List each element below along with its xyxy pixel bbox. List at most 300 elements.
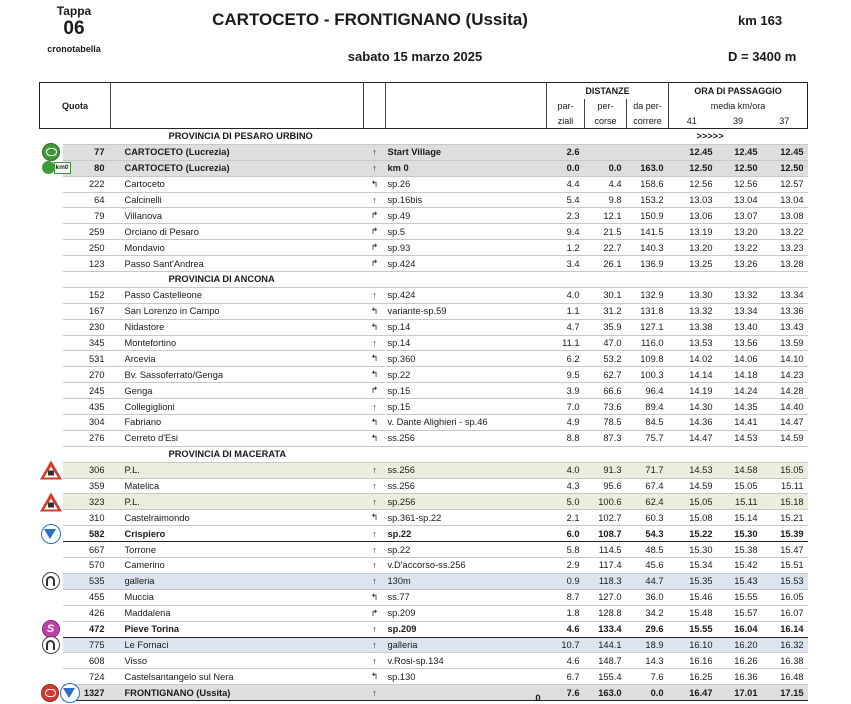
direction-cell: ↑ <box>364 462 386 478</box>
direction-cell: ↰ <box>364 367 386 383</box>
percorse-header-2: corse <box>585 114 627 129</box>
page-title: CARTOCETO - FRONTIGNANO (Ussita) <box>212 10 528 29</box>
da-percorrere-header-2: correre <box>627 114 669 129</box>
time-41-cell: 13.25 <box>669 256 715 272</box>
altitude-gain: D = 3400 m <box>728 49 797 64</box>
parziali-cell: 9.4 <box>547 224 585 240</box>
province-row <box>40 446 808 462</box>
time-41-cell: 13.30 <box>669 287 715 303</box>
da-percorrere-cell: 100.3 <box>627 367 669 383</box>
table-row <box>40 160 808 176</box>
direction-cell: ↑ <box>364 192 386 208</box>
road-cell: ss.256 <box>386 430 547 446</box>
place-cell: Montefortino <box>111 335 364 351</box>
percorse-cell: 127.0 <box>585 589 627 605</box>
percorse-cell: 78.5 <box>585 415 627 431</box>
parziali-cell: 5.0 <box>547 494 585 510</box>
da-percorrere-cell: 127.1 <box>627 319 669 335</box>
direction-cell: ↱ <box>364 208 386 224</box>
place-cell: Calcinelli <box>111 192 364 208</box>
direction-arrows: >>>>> <box>669 129 808 145</box>
percorse-cell: 117.4 <box>585 558 627 574</box>
place-cell: Bv. Sassoferrato/Genga <box>111 367 364 383</box>
time-39-cell: 15.43 <box>715 573 762 589</box>
time-41-cell: 14.36 <box>669 415 715 431</box>
parziali-cell: 5.4 <box>547 192 585 208</box>
time-39-cell: 16.04 <box>715 621 762 637</box>
percorse-cell: 100.6 <box>585 494 627 510</box>
percorse-cell: 30.1 <box>585 287 627 303</box>
parziali-cell: 8.7 <box>547 589 585 605</box>
parziali-cell: 9.5 <box>547 367 585 383</box>
time-41-cell: 15.55 <box>669 621 715 637</box>
road-cell: sp.209 <box>386 605 547 621</box>
road-cell: v. Dante Alighieri - sp.46 <box>386 415 547 431</box>
time-39-cell: 15.30 <box>715 526 762 542</box>
time-39-cell: 14.06 <box>715 351 762 367</box>
direction-cell: ↱ <box>364 256 386 272</box>
da-percorrere-cell: 150.9 <box>627 208 669 224</box>
direction-cell: ↰ <box>364 430 386 446</box>
time-39-cell: 13.22 <box>715 240 762 256</box>
quota-cell: 426 <box>63 605 111 621</box>
table-row <box>40 685 808 701</box>
percorse-cell: 66.6 <box>585 383 627 399</box>
percorse-cell: 163.0 <box>585 685 627 701</box>
time-39-cell: 12.50 <box>715 160 762 176</box>
direction-cell: ↱ <box>364 240 386 256</box>
quota-cell: 455 <box>63 589 111 605</box>
speed-37-header: 37 <box>762 114 808 129</box>
direction-cell: ↑ <box>364 542 386 558</box>
timetable-grid <box>39 82 808 701</box>
time-37-cell: 15.18 <box>762 494 808 510</box>
province-name: PROVINCIA DI ANCONA <box>111 272 364 288</box>
parziali-cell: 7.0 <box>547 399 585 415</box>
road-cell: v.Rosi-sp.134 <box>386 653 547 669</box>
time-39-cell: 14.53 <box>715 430 762 446</box>
da-percorrere-cell: 18.9 <box>627 637 669 653</box>
parziali-cell: 3.9 <box>547 383 585 399</box>
place-cell: Genga <box>111 383 364 399</box>
percorse-cell: 108.7 <box>585 526 627 542</box>
parziali-cell: 2.9 <box>547 558 585 574</box>
time-41-cell: 15.46 <box>669 589 715 605</box>
place-cell: Pieve Torina <box>111 621 364 637</box>
place-cell: Fabriano <box>111 415 364 431</box>
road-cell: sp.22 <box>386 542 547 558</box>
time-39-cell: 13.07 <box>715 208 762 224</box>
time-41-cell: 15.05 <box>669 494 715 510</box>
road-cell: sp.5 <box>386 224 547 240</box>
road-cell: sp.15 <box>386 399 547 415</box>
da-percorrere-cell: 140.3 <box>627 240 669 256</box>
place-cell: Villanova <box>111 208 364 224</box>
da-percorrere-cell: 89.4 <box>627 399 669 415</box>
quota-cell: 570 <box>63 558 111 574</box>
time-37-cell: 12.45 <box>762 144 808 160</box>
road-cell: sp.130 <box>386 669 547 685</box>
time-39-cell: 15.55 <box>715 589 762 605</box>
time-41-cell: 14.47 <box>669 430 715 446</box>
time-37-cell: 13.28 <box>762 256 808 272</box>
percorse-cell: 12.1 <box>585 208 627 224</box>
percorse-cell: 53.2 <box>585 351 627 367</box>
parziali-cell: 4.6 <box>547 653 585 669</box>
place-cell: Camerino <box>111 558 364 574</box>
time-41-cell: 16.16 <box>669 653 715 669</box>
time-41-cell: 13.53 <box>669 335 715 351</box>
place-cell: Matelica <box>111 478 364 494</box>
percorse-cell: 47.0 <box>585 335 627 351</box>
time-41-cell: 13.19 <box>669 224 715 240</box>
table-row <box>40 208 808 224</box>
start-bike-icon <box>42 143 60 161</box>
parziali-cell: 2.3 <box>547 208 585 224</box>
time-39-cell: 13.56 <box>715 335 762 351</box>
time-41-cell: 12.50 <box>669 160 715 176</box>
time-37-cell: 17.15 <box>762 685 808 701</box>
road-cell: sp.14 <box>386 319 547 335</box>
percorse-cell: 21.5 <box>585 224 627 240</box>
time-41-cell: 14.02 <box>669 351 715 367</box>
da-percorrere-cell: 14.3 <box>627 653 669 669</box>
direction-cell: ↑ <box>364 494 386 510</box>
place-cell: Torrone <box>111 542 364 558</box>
parziali-cell: 6.2 <box>547 351 585 367</box>
road-cell: ss.256 <box>386 462 547 478</box>
da-percorrere-cell: 34.2 <box>627 605 669 621</box>
da-percorrere-cell: 29.6 <box>627 621 669 637</box>
da-percorrere-cell: 36.0 <box>627 589 669 605</box>
direction-cell: ↰ <box>364 176 386 192</box>
time-39-cell: 15.57 <box>715 605 762 621</box>
time-41-cell: 14.14 <box>669 367 715 383</box>
time-37-cell: 15.05 <box>762 462 808 478</box>
tappa-label: Tappa <box>56 4 92 18</box>
table-row <box>40 494 808 510</box>
parziali-cell: 0.0 <box>547 160 585 176</box>
road-cell <box>386 685 547 701</box>
table-row <box>40 621 808 637</box>
percorse-cell: 87.3 <box>585 430 627 446</box>
time-37-cell: 16.38 <box>762 653 808 669</box>
table-row <box>40 669 808 685</box>
road-cell: v.D'accorso-ss.256 <box>386 558 547 574</box>
direction-cell: ↑ <box>364 685 386 701</box>
time-41-cell: 13.32 <box>669 303 715 319</box>
railway-crossing-icon <box>40 461 62 480</box>
time-39-cell: 15.42 <box>715 558 762 574</box>
parziali-cell: 4.9 <box>547 415 585 431</box>
direction-cell: ↑ <box>364 287 386 303</box>
time-41-cell: 14.59 <box>669 478 715 494</box>
direction-cell: ↑ <box>364 478 386 494</box>
table-row <box>40 605 808 621</box>
sprint-icon: S <box>42 620 60 638</box>
time-39-cell: 13.20 <box>715 224 762 240</box>
da-percorrere-cell: 75.7 <box>627 430 669 446</box>
table-row <box>40 399 808 415</box>
province-name: PROVINCIA DI PESARO URBINO <box>111 129 364 145</box>
quota-cell: 79 <box>63 208 111 224</box>
time-41-cell: 15.22 <box>669 526 715 542</box>
percorse-cell: 35.9 <box>585 319 627 335</box>
road-cell: sp.22 <box>386 367 547 383</box>
time-37-cell: 15.21 <box>762 510 808 526</box>
parziali-cell: 0.9 <box>547 573 585 589</box>
quota-cell: 259 <box>63 224 111 240</box>
place-cell: Castelraimondo <box>111 510 364 526</box>
da-percorrere-cell: 131.8 <box>627 303 669 319</box>
time-39-cell: 13.34 <box>715 303 762 319</box>
road-cell: sp.360 <box>386 351 547 367</box>
direction-cell: ↑ <box>364 573 386 589</box>
quota-cell: 167 <box>63 303 111 319</box>
road-cell: sp.93 <box>386 240 547 256</box>
table-row <box>40 240 808 256</box>
parziali-cell: 6.0 <box>547 526 585 542</box>
table-row <box>40 319 808 335</box>
place-cell: Passo Sant'Andrea <box>111 256 364 272</box>
quota-cell: 80 <box>63 160 111 176</box>
time-41-cell: 13.06 <box>669 208 715 224</box>
place-cell: Passo Castelleone <box>111 287 364 303</box>
quota-cell: 306 <box>63 462 111 478</box>
table-row <box>40 224 808 240</box>
parziali-cell: 4.7 <box>547 319 585 335</box>
quota-cell: 152 <box>63 287 111 303</box>
table-row <box>40 335 808 351</box>
quota-cell: 531 <box>63 351 111 367</box>
time-37-cell: 15.53 <box>762 573 808 589</box>
direction-cell: ↑ <box>364 144 386 160</box>
parziali-cell: 1.1 <box>547 303 585 319</box>
percorse-cell: 144.1 <box>585 637 627 653</box>
parziali-cell: 10.7 <box>547 637 585 653</box>
percorse-cell: 155.4 <box>585 669 627 685</box>
place-cell: San Lorenzo in Campo <box>111 303 364 319</box>
time-37-cell: 16.07 <box>762 605 808 621</box>
time-39-cell: 17.01 <box>715 685 762 701</box>
da-percorrere-cell: 67.4 <box>627 478 669 494</box>
place-cell: Nidastore <box>111 319 364 335</box>
time-37-cell: 13.43 <box>762 319 808 335</box>
road-cell: ss.256 <box>386 478 547 494</box>
direction-cell: ↑ <box>364 335 386 351</box>
railway-crossing-icon <box>40 492 62 511</box>
quota-cell: 472 <box>63 621 111 637</box>
time-39-cell: 15.11 <box>715 494 762 510</box>
table-header <box>40 83 808 129</box>
place-cell: galleria <box>111 573 364 589</box>
km-total: km 163 <box>738 13 783 28</box>
parziali-header-2: ziali <box>547 114 585 129</box>
da-percorrere-cell: 54.3 <box>627 526 669 542</box>
quota-header: Quota <box>40 99 111 114</box>
da-percorrere-cell: 71.7 <box>627 462 669 478</box>
percorse-cell: 9.8 <box>585 192 627 208</box>
table-row <box>40 415 808 431</box>
place-cell: Cartoceto <box>111 176 364 192</box>
direction-cell: ↑ <box>364 160 386 176</box>
road-cell: galleria <box>386 637 547 653</box>
table-row <box>40 558 808 574</box>
percorse-cell: 26.1 <box>585 256 627 272</box>
media-kmh-header: media km/ora <box>669 99 808 114</box>
quota-cell: 270 <box>63 367 111 383</box>
parziali-cell: 6.7 <box>547 669 585 685</box>
time-39-cell: 13.40 <box>715 319 762 335</box>
time-41-cell: 14.19 <box>669 383 715 399</box>
table-row <box>40 144 808 160</box>
time-39-cell: 13.26 <box>715 256 762 272</box>
direction-cell: ↰ <box>364 303 386 319</box>
quota-cell: 123 <box>63 256 111 272</box>
quota-cell: 64 <box>63 192 111 208</box>
place-cell: Maddalena <box>111 605 364 621</box>
road-cell: sp.424 <box>386 256 547 272</box>
quota-cell: 222 <box>63 176 111 192</box>
time-41-cell: 16.47 <box>669 685 715 701</box>
tunnel-icon <box>42 636 60 654</box>
road-cell: 130m <box>386 573 547 589</box>
time-39-cell: 16.36 <box>715 669 762 685</box>
da-percorrere-cell: 62.4 <box>627 494 669 510</box>
time-39-cell: 15.05 <box>715 478 762 494</box>
time-37-cell: 15.47 <box>762 542 808 558</box>
parziali-cell: 4.6 <box>547 621 585 637</box>
table-row <box>40 176 808 192</box>
road-cell: sp.209 <box>386 621 547 637</box>
time-41-cell: 14.30 <box>669 399 715 415</box>
place-cell: Castelsantangelo sul Nera <box>111 669 364 685</box>
parziali-cell: 4.0 <box>547 462 585 478</box>
table-row <box>40 367 808 383</box>
da-percorrere-cell <box>627 144 669 160</box>
da-percorrere-cell: 44.7 <box>627 573 669 589</box>
time-37-cell: 16.32 <box>762 637 808 653</box>
road-cell: sp.361-sp.22 <box>386 510 547 526</box>
time-39-cell: 12.45 <box>715 144 762 160</box>
table-row <box>40 589 808 605</box>
province-name: PROVINCIA DI MACERATA <box>111 446 364 462</box>
time-37-cell: 14.28 <box>762 383 808 399</box>
time-37-cell: 14.10 <box>762 351 808 367</box>
quota-cell: 1327 <box>63 685 111 701</box>
table-row <box>40 653 808 669</box>
province-row <box>40 129 808 145</box>
percorse-cell: 91.3 <box>585 462 627 478</box>
time-37-cell: 13.04 <box>762 192 808 208</box>
table-row <box>40 351 808 367</box>
direction-cell: ↑ <box>364 653 386 669</box>
time-37-cell: 15.51 <box>762 558 808 574</box>
table-row <box>40 510 808 526</box>
time-37-cell: 15.11 <box>762 478 808 494</box>
percorse-cell <box>585 144 627 160</box>
place-cell: Collegiglioni <box>111 399 364 415</box>
parziali-cell: 1.8 <box>547 605 585 621</box>
direction-cell: ↑ <box>364 526 386 542</box>
road-cell: sp.16bis <box>386 192 547 208</box>
direction-cell: ↱ <box>364 605 386 621</box>
finish-zero: 0 <box>535 692 541 703</box>
quota-cell: 535 <box>63 573 111 589</box>
da-percorrere-cell: 116.0 <box>627 335 669 351</box>
place-cell: Crispiero <box>111 526 364 542</box>
direction-cell: ↰ <box>364 319 386 335</box>
road-cell: sp.15 <box>386 383 547 399</box>
da-percorrere-cell: 109.8 <box>627 351 669 367</box>
place-cell: Cerreto d'Esi <box>111 430 364 446</box>
time-37-cell: 16.48 <box>762 669 808 685</box>
parziali-cell: 3.4 <box>547 256 585 272</box>
direction-cell: ↑ <box>364 621 386 637</box>
time-37-cell: 13.08 <box>762 208 808 224</box>
table-row <box>40 303 808 319</box>
time-37-cell: 13.36 <box>762 303 808 319</box>
table-row <box>40 526 808 542</box>
table-row <box>40 383 808 399</box>
quota-cell: 435 <box>63 399 111 415</box>
direction-cell: ↰ <box>364 669 386 685</box>
tappa-number: 06 <box>63 18 85 39</box>
quota-cell: 304 <box>63 415 111 431</box>
quota-cell: 77 <box>63 144 111 160</box>
percorse-cell: 95.6 <box>585 478 627 494</box>
table-row <box>40 256 808 272</box>
table-row <box>40 192 808 208</box>
direction-cell: ↰ <box>364 510 386 526</box>
percorse-cell: 22.7 <box>585 240 627 256</box>
quota-cell: 608 <box>63 653 111 669</box>
parziali-cell: 2.6 <box>547 144 585 160</box>
da-percorrere-cell: 7.6 <box>627 669 669 685</box>
province-row <box>40 272 808 288</box>
time-41-cell: 13.38 <box>669 319 715 335</box>
time-37-cell: 13.23 <box>762 240 808 256</box>
da-percorrere-cell: 60.3 <box>627 510 669 526</box>
time-37-cell: 15.39 <box>762 526 808 542</box>
road-cell: variante-sp.59 <box>386 303 547 319</box>
table-body <box>40 129 808 701</box>
time-39-cell: 14.35 <box>715 399 762 415</box>
time-37-cell: 14.40 <box>762 399 808 415</box>
time-37-cell: 12.50 <box>762 160 808 176</box>
place-cell: CARTOCETO (Lucrezia) <box>111 160 364 176</box>
table-row <box>40 637 808 653</box>
quota-cell: 345 <box>63 335 111 351</box>
place-cell: Visso <box>111 653 364 669</box>
da-percorrere-header-1: da per- <box>627 99 669 114</box>
distanze-header: DISTANZE <box>547 83 669 99</box>
quota-cell: 724 <box>63 669 111 685</box>
time-37-cell: 12.57 <box>762 176 808 192</box>
direction-cell: ↰ <box>364 351 386 367</box>
tunnel-icon <box>42 572 60 590</box>
parziali-cell: 1.2 <box>547 240 585 256</box>
quota-cell: 310 <box>63 510 111 526</box>
parziali-cell: 4.0 <box>547 287 585 303</box>
time-41-cell: 16.25 <box>669 669 715 685</box>
parziali-cell: 4.4 <box>547 176 585 192</box>
percorse-cell: 62.7 <box>585 367 627 383</box>
table-row <box>40 462 808 478</box>
time-41-cell: 15.35 <box>669 573 715 589</box>
direction-cell: ↑ <box>364 558 386 574</box>
percorse-cell: 133.4 <box>585 621 627 637</box>
